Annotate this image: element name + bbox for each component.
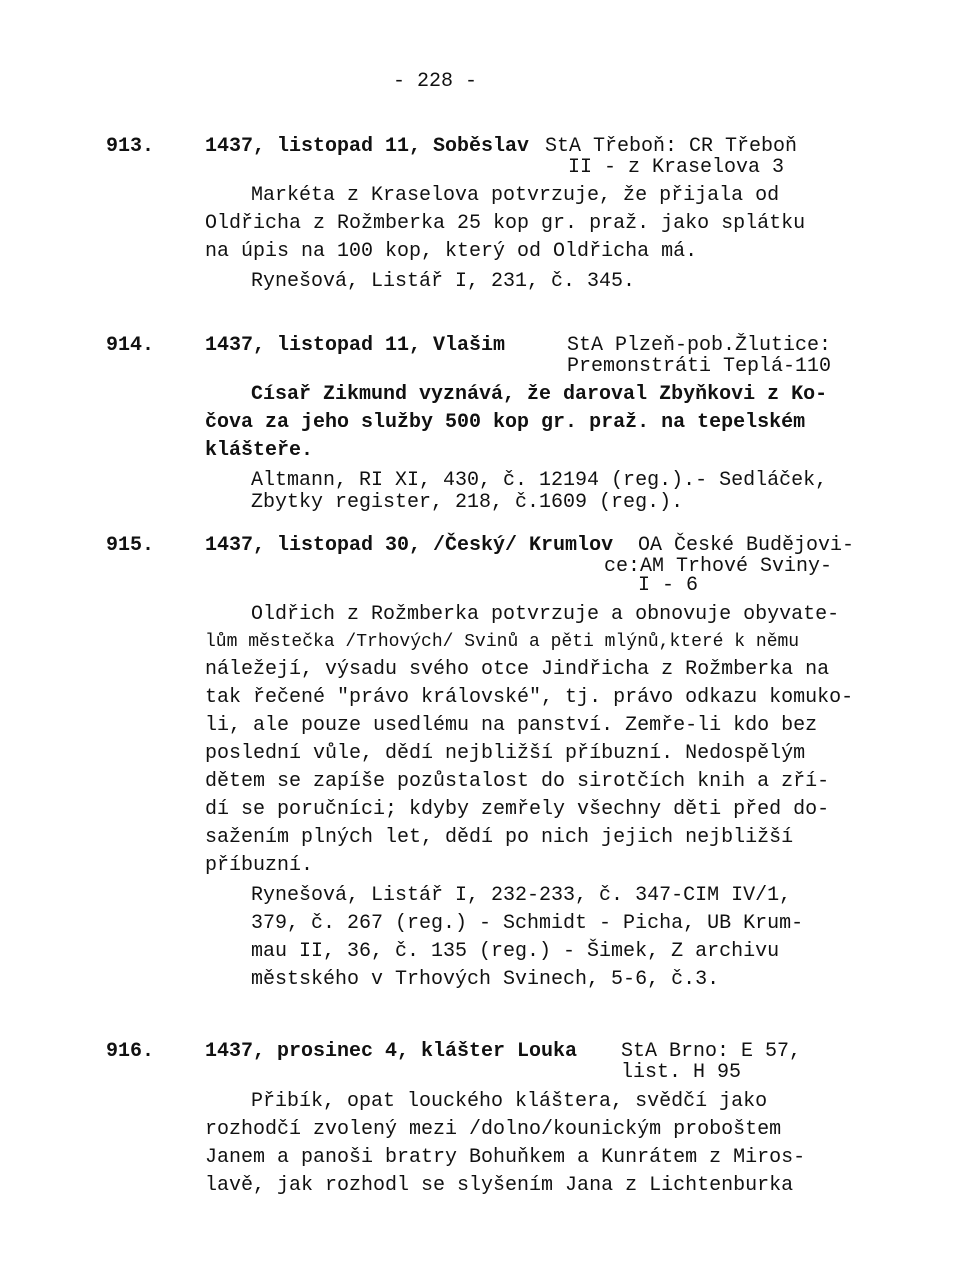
entry-source-line: StA Třeboň: CR Třeboň <box>545 135 798 158</box>
entry-source-line: I - 6 <box>638 574 699 597</box>
entry-body-line: rozhodčí zvolený mezi /dolno/kounickým proboštem <box>205 1118 782 1141</box>
entry-body-line: Císař Zikmund vyznává, že daroval Zbyňkovi z Ko- <box>251 383 828 406</box>
entry-reference: Rynešová, Listář I, 232-233, č. 347-CIM IV/1, <box>251 884 792 907</box>
entry-header: 1437, prosinec 4, klášter Louka <box>205 1040 578 1063</box>
entry-reference: mau II, 36, č. 135 (reg.) - Šimek, Z archivu <box>251 940 780 963</box>
entry-source-line: II - z Kraselova 3 <box>568 156 785 179</box>
entry-number: 914. <box>106 334 155 357</box>
entry-header: 1437, listopad 11, Soběslav <box>205 135 530 158</box>
entry-body-line: na úpis na 100 kop, který od Oldřicha má. <box>205 240 698 263</box>
entry-body-line: čova za jeho služby 500 kop gr. praž. na tepelském <box>205 411 806 434</box>
entry-body-line: Oldřicha z Rožmberka 25 kop gr. praž. jako splátku <box>205 212 806 235</box>
entry-body-line: příbuzní. <box>205 854 314 877</box>
entry-body-line: dí se poručníci; kdyby zemřely všechny děti před do- <box>205 798 830 821</box>
entry-body-line: lům městečka /Trhových/ Svinů a pěti mlýnů,které k němu <box>205 632 800 652</box>
entry-source-line: Premonstráti Teplá-110 <box>567 355 832 378</box>
entry-header: 1437, listopad 30, /Český/ Krumlov <box>205 534 614 557</box>
entry-body-line: li, ale pouze usedlému na panství. Zemře-li kdo bez <box>205 714 818 737</box>
entry-reference: Altmann, RI XI, 430, č. 12194 (reg.).- Sedláček, <box>251 469 828 492</box>
entry-source-line: StA Plzeň-pob.Žlutice: <box>567 334 832 357</box>
entry-body-line: sažením plných let, dědí po nich jejich nejbližší <box>205 826 794 849</box>
entry-body-line: tak řečené "právo královské", tj. právo odkazu komuko- <box>205 686 854 709</box>
entry-body-line: Přibík, opat louckého kláštera, svědčí jako <box>251 1090 768 1113</box>
entry-number: 916. <box>106 1040 155 1063</box>
entry-body-line: dětem se zapíše pozůstalost do sirotčích knih a zří- <box>205 770 830 793</box>
page-number: - 228 - <box>393 70 478 93</box>
entry-body-line: Oldřich z Rožmberka potvrzuje a obnovuje obyvate- <box>251 603 840 626</box>
entry-reference: Zbytky register, 218, č.1609 (reg.). <box>251 491 684 514</box>
entry-source-line: list. H 95 <box>621 1061 742 1084</box>
entry-reference: Rynešová, Listář I, 231, č. 345. <box>251 270 636 293</box>
entry-body-line: Janem a panoši bratry Bohuňkem a Kunrátem z Miros- <box>205 1146 806 1169</box>
entry-source-line: StA Brno: E 57, <box>621 1040 802 1063</box>
entry-reference: 379, č. 267 (reg.) - Schmidt - Picha, UB Krum- <box>251 912 804 935</box>
entry-source-line: OA České Budějovi- <box>638 534 855 557</box>
entry-body-line: náležejí, výsadu svého otce Jindřicha z Rožmberka na <box>205 658 830 681</box>
entry-body-line: klášteře. <box>205 439 314 462</box>
entry-body-line: lavě, jak rozhodl se slyšením Jana z Lichtenburka <box>205 1174 794 1197</box>
entry-body-line: poslední vůle, dědí nejbližší příbuzní. Nedospělým <box>205 742 806 765</box>
entry-number: 913. <box>106 135 155 158</box>
entry-body-line: Markéta z Kraselova potvrzuje, že přijala od <box>251 184 780 207</box>
entry-source-line: ce:AM Trhové Sviny- <box>604 555 833 578</box>
entry-reference: městského v Trhových Svinech, 5-6, č.3. <box>251 968 720 991</box>
entry-number: 915. <box>106 534 155 557</box>
entry-header: 1437, listopad 11, Vlašim <box>205 334 506 357</box>
